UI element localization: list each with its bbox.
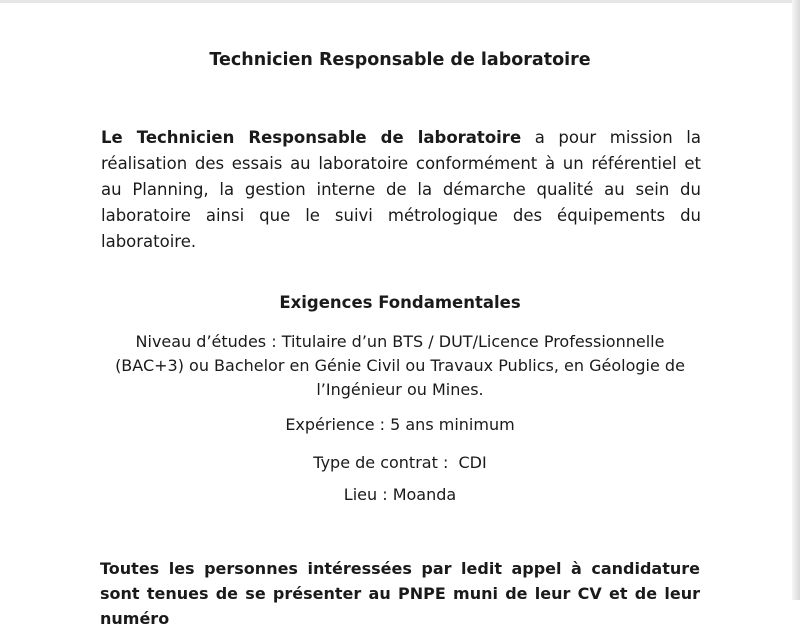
job-location: Lieu : Moanda xyxy=(343,485,457,504)
experience-requirement: Expérience : 5 ans minimum xyxy=(285,415,515,434)
page-title: Technicien Responsable de laboratoire xyxy=(209,50,591,70)
intro-paragraph xyxy=(101,125,701,255)
education-requirement: Niveau d’études : Titulaire d’un BTS / DUT/Licence Professionnelle (BAC+3) ou Bachelor en Génie Civil ou Travaux Publics, en Géologie de l’Ingénieur ou Mines. xyxy=(115,332,685,399)
contract-type: Type de contrat : CDI xyxy=(313,453,487,472)
intro-body: a pour mission la réalisation des essais au laboratoire conformément à un référentiel et au Planning, la gestion interne de la démarche qualité au sein du laboratoire ainsi que le suivi métrologique des équipements du laboratoire. xyxy=(101,128,701,251)
application-instructions: Toutes les personnes intéressées par ledit appel à candidature sont tenues de se présenter au PNPE muni de leur CV et de leur numéro xyxy=(100,559,700,628)
intro-lead: Le Technicien Responsable de laboratoire xyxy=(101,128,522,147)
requirements-heading: Exigences Fondamentales xyxy=(279,293,521,312)
